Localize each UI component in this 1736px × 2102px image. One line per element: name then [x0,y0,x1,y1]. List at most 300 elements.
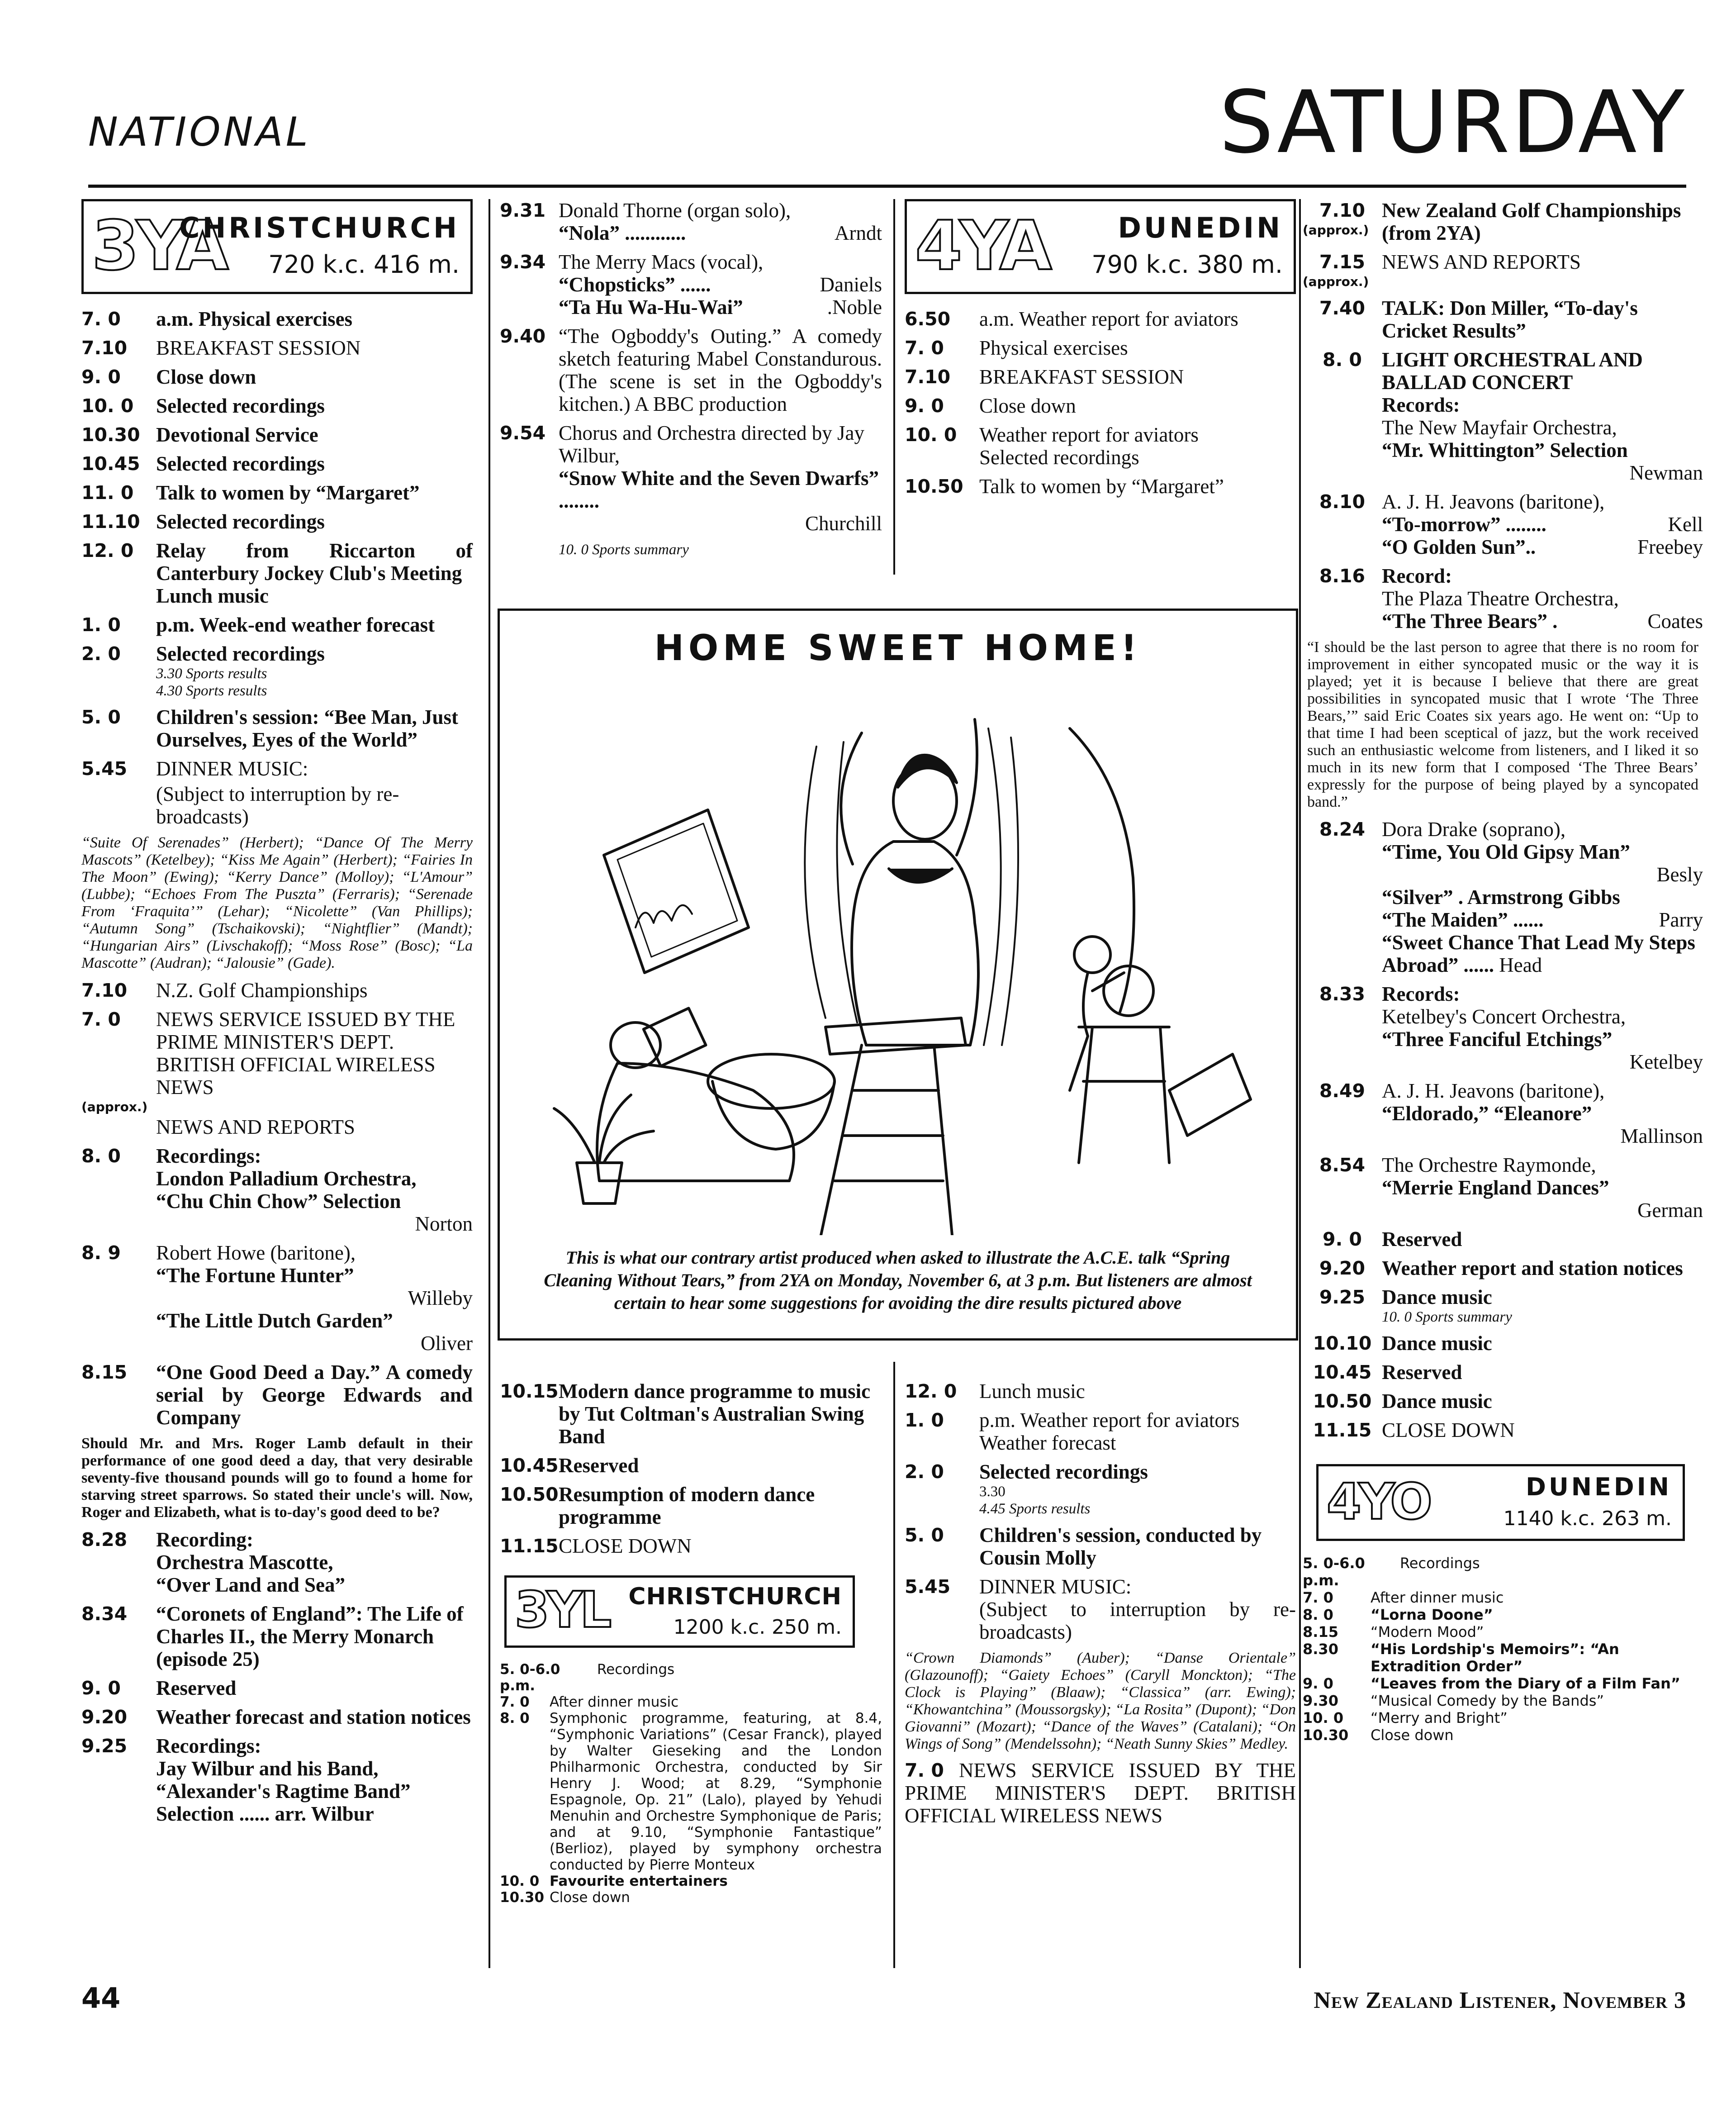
program-entry [81,1528,473,1596]
program-entry [81,337,473,359]
program-title: A. J. H. Jeavons (baritone), [1382,490,1605,513]
program-title: NEWS AND REPORTS [1382,251,1581,273]
time: 9. 0 [81,1677,121,1699]
program-title: Weather report and station notices [1382,1257,1683,1279]
program-entry [905,1575,1296,1643]
program-list-4yo [1303,1555,1703,1744]
time: 2. 0 [81,643,121,665]
program-title: CLOSE DOWN [559,1535,692,1557]
list-item [500,1661,882,1694]
time: 8.30 [1303,1641,1338,1658]
program-entry [500,325,882,415]
program-title: Dance music [1382,1286,1492,1308]
composer: Oliver [421,1332,473,1355]
program-title: Chorus and Orchestra directed by Jay Wilbur, [559,422,865,467]
page-day-title: SATURDAY [1219,72,1686,172]
time: 10. 0 [905,424,957,446]
program-title: Close down [156,366,256,388]
page-number: 44 [81,1982,121,2015]
program-title: Close down [979,395,1076,417]
program-title: DINNER MUSIC: [979,1575,1132,1598]
program-entry [500,1483,882,1528]
program-title: Resumption of modern dance programme [559,1483,815,1528]
program-entry [81,366,473,388]
program-title: Physical exercises [979,337,1128,359]
program-entry [905,475,1296,498]
time: 10. 0 [1303,1709,1344,1726]
time: 9.25 [81,1735,128,1757]
time: 8.10 [1319,491,1366,513]
program-title: After dinner music [550,1694,679,1710]
program-title: Selected recordings [156,395,325,417]
illustration-title: HOME SWEET HOME! [654,628,1142,669]
station-city: DUNEDIN [1526,1473,1672,1501]
program-title: Favourite entertainers [550,1873,728,1889]
program-title: Close down [550,1889,630,1906]
program-entry [81,1361,473,1429]
program-title: BREAKFAST SESSION [979,366,1184,388]
time: 10.30 [500,1889,545,1906]
program-detail: Lunch music [156,585,269,607]
program-detail: “Sweet Chance That Lead My Steps Abroad” ...... [1382,931,1695,976]
program-title: “Leaves from the Diary of a Film Fan” [1371,1675,1680,1692]
composer: .Noble [827,296,882,319]
composer: Head [1499,954,1542,976]
column-divider [489,199,490,1968]
program-entry [1303,199,1703,244]
list-item [1303,1709,1703,1726]
time: 1. 0 [81,614,121,636]
time: 8. 0 [81,1145,121,1167]
program-title: “His Lordship's Memoirs”: “An Extradition Order” [1371,1641,1619,1675]
time: 6.50 [905,308,951,330]
station-call-sign: 4YA [915,207,1049,285]
program-title: “The Ogboddy's Outing.” A comedy sketch featuring Mabel Constandurous. (The scene is set in the Ogboddy's kitchen.) A BBC production [559,325,882,415]
time: 9. 0 [1323,1228,1362,1250]
program-title: Dance music [1382,1390,1492,1412]
list-item [500,1694,882,1710]
program-entry [905,308,1296,330]
time: 7. 0 [81,1008,121,1030]
time: 9.30 [1303,1692,1338,1709]
time: 9. 0 [905,395,944,417]
program-detail: The Plaza Theatre Orchestra, [1382,587,1619,610]
time: 7. 0 [905,1760,944,1781]
program-title: Selected recordings [979,1460,1148,1483]
program-entry [81,613,473,636]
program-detail: “The Little Dutch Garden” [156,1309,393,1332]
approx-note: (approx.) [81,1099,148,1114]
program-title: TALK: Don Miller, “To-day's Cricket Results” [1382,297,1638,342]
time: 10.10 [1313,1332,1372,1354]
program-detail: Selected recordings [979,446,1139,469]
program-detail: “Time, You Old Gipsy Man” [1382,841,1630,863]
composer: Mallinson [1620,1125,1703,1147]
station-frequency: 790 k.c. 380 m. [1091,250,1283,279]
header-rule [88,185,1686,188]
time: 8.16 [1319,565,1366,587]
program-detail: “Chopsticks” ...... [559,273,711,296]
time: 8.24 [1319,818,1366,840]
dinner-music-list: “Crown Diamonds” (Auber); “Danse Orientale” (Glazounoff); “Gaiety Echoes” (Caryll Monckton); “The Clock is Playing” (Blaaw); “Classica” (arr. Ewing); “Khowantchina” (Moussorgsky); “La Rosita” (Dupont); “Don Giovanni” (Mozart); “Dance of the Waves” (Catalani); “On Wings of Song” (Mendelssohn); “Neath Sunny Skies” Medley. [905,1650,1296,1752]
time: 8. 9 [81,1242,121,1264]
sports-summary: 10. 0 Sports summary [559,542,689,558]
station-call-sign: 3YL [515,1581,609,1639]
program-entry [905,1380,1296,1403]
program-title: Modern dance programme to music by Tut Coltman's Australian Swing Band [559,1380,871,1448]
time: 9.34 [500,251,546,273]
time: 11.15 [1313,1419,1372,1441]
time: 7. 0 [500,1694,530,1710]
program-entry [81,979,473,1002]
time: 9.40 [500,325,546,347]
program-entry [905,1524,1296,1569]
program-detail: Orchestra Mascotte, [156,1551,333,1574]
list-item [1303,1555,1703,1589]
time: 10.30 [1303,1726,1349,1744]
time: 7. 0 [905,337,944,359]
program-title: p.m. Weather report for aviators [979,1409,1240,1431]
program-title: Recordings: [156,1145,261,1167]
program-title: Reserved [1382,1228,1462,1251]
program-title: Weather report for aviators [979,423,1199,446]
program-title: Selected recordings [156,642,325,665]
program-title: BREAKFAST SESSION [156,337,361,359]
program-title: The Orchestre Raymonde, [1382,1154,1596,1176]
program-sub-item: 4.30 Sports results [156,683,267,699]
program-title: “Lorna Doone” [1371,1606,1493,1623]
time: 8.34 [81,1603,128,1625]
column-4ya-evening [1303,199,1703,1744]
program-entry [81,1603,473,1670]
program-title: LIGHT ORCHESTRAL AND BALLAD CONCERT [1382,348,1643,394]
program-sub-item: 4.45 Sports results [979,1501,1091,1517]
program-detail: London Palladium Orchestra, [156,1167,417,1190]
time: 9.20 [81,1706,128,1728]
program-title: Dance music [1382,1332,1492,1355]
illustration-frame [498,609,1298,1341]
program-detail: Ketelbey's Concert Orchestra, [1382,1005,1626,1028]
program-detail: Selection ...... arr. Wilbur [156,1802,374,1825]
program-entry [1303,1080,1703,1147]
time: 10.50 [1313,1390,1372,1412]
list-item [1303,1641,1703,1675]
program-detail: “Chu Chin Chow” Selection [156,1190,401,1213]
program-detail: “Ta Hu Wa-Hu-Wai” [559,296,743,319]
approx-note: (approx.) [1303,223,1369,238]
program-entry [1303,490,1703,558]
program-detail: “The Maiden” ...... [1382,908,1544,931]
cartoon-illustration [536,674,1260,1235]
program-detail: Records: [1382,394,1460,416]
time: 5. 0 [81,706,121,728]
program-entry [81,423,473,446]
list-item [500,1710,882,1873]
program-entry [1303,297,1703,342]
time: 2. 0 [905,1461,944,1483]
program-detail: “Silver” . Armstrong Gibbs [1382,886,1620,908]
dinner-music-list: “Suite Of Serenades” (Herbert); “Dance Of The Merry Mascots” (Ketelbey); “Kiss Me Again” (Herbert); “Fairies In The Moon” (Ewing); “Kerry Dance” (Molloy); “L'Amour” (Lubbe); “Echoes From The Puszta” (Ferraris); “Serenade From ‘Fraquita’” (Lehar); “Nicolette” (Van Phillips); “Autumn Song” (Tschaikovski); “Nightflier” (Mandt); “Hungarian Airs” (Livschakoff); “Moss Rose” (Bosc); “La Mascotte” (Audran); “Jalousie” (Gade). [81,834,473,971]
sports-summary: 10. 0 Sports summary [1382,1309,1512,1325]
composer: Norton [415,1213,473,1235]
program-title: Children's session: “Bee Man, Just Ourselves, Eyes of the World” [156,706,458,751]
program-title: Reserved [1382,1361,1462,1384]
program-title: “Musical Comedy by the Bands” [1371,1692,1604,1709]
program-title: a.m. Weather report for aviators [979,308,1238,330]
list-item [1303,1675,1703,1692]
station-box-4yo [1316,1464,1685,1541]
program-detail: “Alexander's Ragtime Band” [156,1780,411,1802]
program-detail: The New Mayfair Orchestra, [1382,416,1617,439]
program-entry [81,642,473,699]
station-frequency: 1200 k.c. 250 m. [673,1616,842,1639]
program-title: NEWS SERVICE ISSUED BY THE PRIME MINISTER'S DEPT. BRITISH OFFICIAL WIRELESS NEWS [156,1008,455,1099]
composer: Ketelbey [1629,1051,1703,1073]
program-entry [1303,1154,1703,1222]
program-title: Children's session, conducted by Cousin Molly [979,1524,1262,1569]
program-detail: Weather forecast [979,1431,1116,1454]
composer: Besly [1656,863,1703,886]
time: 8.54 [1319,1154,1366,1176]
time: 8.33 [1319,983,1366,1005]
program-title: Recordings [1400,1555,1480,1572]
program-title: New Zealand Golf Championships (from 2YA) [1382,199,1681,244]
time: 7.40 [1319,297,1366,319]
program-detail: “Over Land and Sea” [156,1574,346,1596]
column-3-lower [905,1380,1296,1833]
program-entry [1303,565,1703,633]
time: 10.30 [81,424,140,446]
time: 8.15 [1303,1623,1338,1641]
program-title: Recording: [156,1528,253,1551]
composer: Newman [1629,461,1703,484]
program-detail: (Subject to interruption by re-broadcasts) [156,783,399,828]
time: 7. 0 [81,308,121,330]
program-title: Devotional Service [156,423,318,446]
program-detail: “Three Fanciful Etchings” [1382,1028,1613,1051]
column-2-upper [500,199,882,558]
composer: Willeby [408,1287,473,1309]
program-title: Lunch music [979,1380,1085,1403]
program-entry [905,337,1296,359]
station-box-3yl [504,1575,855,1648]
list-item [500,1873,882,1889]
program-title: Recordings: [156,1735,261,1757]
time: 11. 0 [81,482,134,504]
composer: Churchill [805,512,882,535]
composer: Kell [1668,513,1703,536]
program-entry [500,251,882,319]
station-city: DUNEDIN [1118,211,1283,244]
program-entry [1303,251,1703,290]
composer: Parry [1659,908,1703,931]
program-title: Relay from Riccarton of Canterbury Jockey Club's Meeting [156,539,473,585]
time: 7.10 [1319,200,1366,221]
program-entry [905,1759,1296,1827]
program-sub-item: 3.30 Sports results [156,666,267,682]
program-detail: “To-morrow” ........ [1382,513,1546,536]
program-entry [1303,1332,1703,1355]
program-title: Records: [1382,983,1460,1005]
program-detail: “The Fortune Hunter” [156,1264,354,1287]
program-entry [500,422,882,535]
list-item [1303,1589,1703,1606]
time: 9. 0 [1303,1675,1333,1692]
composer: German [1637,1199,1703,1222]
program-title: Selected recordings [156,452,325,475]
time: 8.49 [1319,1080,1366,1102]
column-divider [893,1362,895,1968]
illustration-caption: This is what our contrary artist produced when asked to illustrate the A.C.E. talk “Spring Cleaning Without Tears,” from 2YA on Monday, November 6, at 3 p.m. But listeners are almost certain to hear some suggestions for avoiding the dire results pictured above [544,1247,1252,1313]
program-detail: “Mr. Whittington” Selection [1382,439,1628,461]
time: 7.10 [81,337,128,359]
column-3ya [81,199,473,1831]
time: 11.15 [500,1535,559,1557]
program-title: Donald Thorne (organ solo), [559,199,791,222]
program-entry [500,1535,882,1557]
station-call-sign: 4YO [1327,1473,1430,1531]
time: 10.45 [1313,1361,1372,1383]
time: 8.28 [81,1529,128,1550]
program-entry [81,308,473,330]
time: 5.45 [81,758,128,780]
time: 10. 0 [81,395,134,417]
list-item [1303,1606,1703,1623]
time: 9. 0 [81,366,121,388]
composer: Coates [1647,610,1703,633]
program-entry [1303,1361,1703,1384]
time: 7.15 [1319,251,1366,273]
program-detail: “Merrie England Dances” [1382,1176,1609,1199]
time: 8.15 [81,1361,128,1383]
time: 7. 0 [1303,1589,1333,1606]
program-title: Reserved [156,1677,237,1699]
approx-note: (approx.) [1303,274,1369,289]
time: 10.50 [500,1484,559,1505]
program-entry [500,1454,882,1477]
program-entry [81,706,473,751]
program-title: The Merry Macs (vocal), [559,251,764,273]
time: 9.31 [500,200,546,221]
composer: Freebey [1637,536,1703,558]
time: 8. 0 [1303,1606,1333,1623]
program-entry [500,199,882,244]
time: 7.10 [81,980,128,1001]
program-sub-item: 3.30 [979,1484,1006,1500]
program-title: A. J. H. Jeavons (baritone), [1382,1080,1605,1102]
section-label: NATIONAL [88,109,311,155]
time: 10. 0 [500,1873,540,1889]
program-title: a.m. Physical exercises [156,308,353,330]
program-title: Selected recordings [156,510,325,533]
program-entry [81,1241,473,1355]
composer: Daniels [820,273,882,296]
station-box-3ya [81,199,473,294]
time: 10.15 [500,1380,559,1402]
program-entry [1303,1257,1703,1279]
program-title: Record: [1382,565,1452,587]
program-entry [905,1460,1296,1517]
time: 10.45 [500,1455,559,1476]
time: 12. 0 [81,540,134,561]
program-detail: “Snow White and the Seven Dwarfs” ........ [559,467,879,512]
program-entry [81,1735,473,1825]
time: 5. 0-6.0 p.m. [500,1661,560,1694]
time: 8. 0 [500,1710,530,1726]
program-title: Reserved [559,1454,639,1477]
time: 7.10 [905,366,951,388]
program-title: “Coronets of England”: The Life of Charles II., the Merry Monarch (episode 25) [156,1603,464,1670]
list-item [500,1889,882,1906]
program-entry [81,1706,473,1728]
list-item [1303,1726,1703,1744]
program-entry [81,1677,473,1699]
program-title: Dora Drake (soprano), [1382,818,1566,841]
program-title: CLOSE DOWN [1382,1419,1515,1441]
station-box-4ya [905,199,1296,294]
program-detail: Jay Wilbur and his Band, [156,1757,379,1780]
program-entry [81,395,473,417]
program-entry [905,423,1296,469]
time: 5.45 [905,1576,951,1598]
time: 9.54 [500,422,546,444]
program-title: Recordings [597,1661,675,1678]
station-frequency: 1140 k.c. 263 m. [1503,1507,1672,1530]
station-call-sign: 3YA [92,207,226,285]
program-entry [1303,1228,1703,1251]
station-frequency: 720 k.c. 416 m. [268,250,460,279]
program-entry [1303,1419,1703,1441]
program-entry [81,452,473,475]
program-entry [81,1008,473,1099]
publication-footer: New Zealand Listener, November 3 [1314,1988,1686,2013]
column-divider [1299,199,1301,1968]
program-entry [81,481,473,504]
program-title: Talk to women by “Margaret” [156,481,420,504]
program-detail: “O Golden Sun”.. [1382,536,1536,558]
program-detail: (Subject to interruption by re-broadcasts) [979,1598,1296,1643]
program-entry [81,510,473,533]
time: 1. 0 [905,1409,944,1431]
program-entry [500,1380,882,1448]
list-item [1303,1623,1703,1641]
program-title: Talk to women by “Margaret” [979,475,1224,498]
list-item [1303,1692,1703,1709]
program-entry [1303,1390,1703,1412]
program-title: p.m. Week-end weather forecast [156,613,435,636]
program-entry [1303,348,1703,484]
quote-paragraph: “I should be the last person to agree that there is no room for improvement in either syncopated music or the way it is played; yet it is because I believe that there are great possibilities in syncopated music that I wrote ‘The Three Bears,’” said Eric Coates six years ago. He went on: “Up to that time I had been sceptical of jazz, but the work received such an enthusiastic welcome from listeners, and I liked it so much in its new form that I composed ‘The Three Bears’ expressly for the purpose of being played by a syncopated band.” [1307,639,1698,810]
program-detail: “Eldorado,” “Eleanore” [1382,1102,1592,1125]
program-entry [81,1145,473,1235]
program-entry [81,757,473,828]
time: 8. 0 [1323,349,1362,371]
program-detail: “Nola” ............ [559,222,686,244]
program-title: NEWS AND REPORTS [156,1116,355,1138]
program-detail: “The Three Bears” . [1382,610,1558,633]
program-list-3yl [500,1661,882,1906]
column-divider [893,199,895,575]
time: 11.10 [81,511,140,533]
composer: Arndt [835,222,882,244]
program-title: Weather forecast and station notices [156,1706,471,1728]
column-4ya [905,199,1296,504]
time: 5. 0-6.0 p.m. [1303,1555,1365,1589]
station-city: CHRISTCHURCH [179,211,460,244]
time: 10.50 [905,476,963,497]
program-entry [905,395,1296,417]
program-title: “One Good Deed a Day.” A comedy serial by George Edwards and Company [156,1361,473,1429]
